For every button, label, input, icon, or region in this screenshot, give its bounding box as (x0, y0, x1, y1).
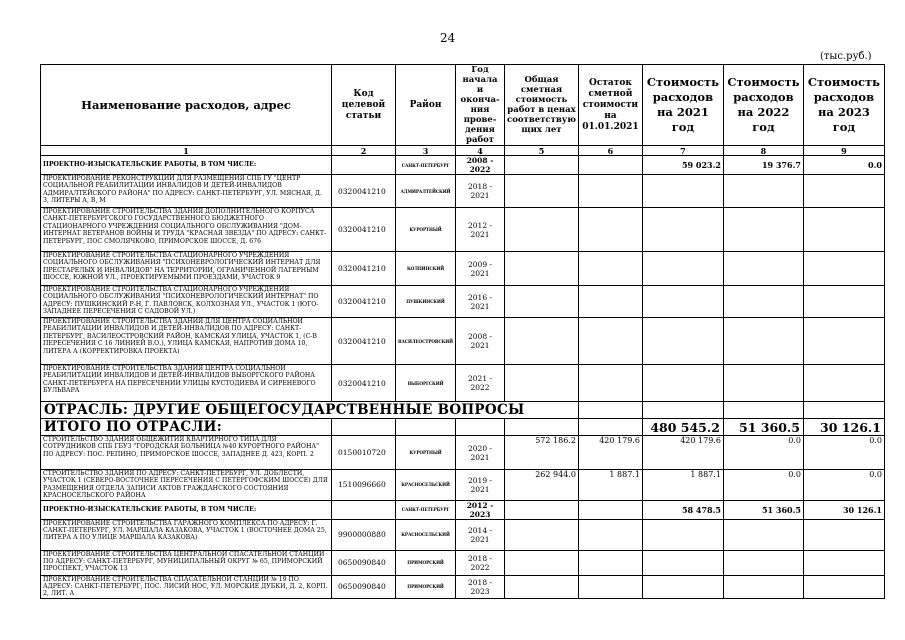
row-cost-2021 (642, 175, 723, 208)
row-district: АДМИРАЛТЕЙСКИЙ (396, 175, 456, 208)
column-number: 7 (642, 146, 723, 156)
row-cost-2021 (642, 575, 723, 598)
row-years: 2008 - 2021 (456, 318, 505, 365)
table-row (41, 519, 885, 550)
table-cell (803, 402, 884, 419)
table-body-part2 (41, 436, 885, 599)
row-remaining: 1 887.1 (578, 470, 642, 501)
row-years: 2020 - 2021 (456, 436, 505, 470)
row-cost-2023 (803, 286, 884, 318)
row-district: ПРИМОРСКИЙ (396, 550, 456, 575)
row-name: ПРОЕКТИРОВАНИЕ СТРОИТЕЛЬСТВА ГАРАЖНОГО КОМПЛЕКСА ПО АДРЕСУ: Г. САНКТ-ПЕТЕРБУРГ, УЛ. МАРШАЛА КАЗАКОВА, УЧАСТОК 1 (ВОСТОЧНЕЕ ДОМА 25, ЛИТЕРА А ПО УЛИЦЕ МАРШАЛА КАЗАКОВА) (41, 519, 332, 550)
row-years: 2019 - 2021 (456, 470, 505, 501)
row-total-cost (505, 175, 579, 208)
row-cost-2023 (803, 175, 884, 208)
row-code: 0650090840 (332, 550, 396, 575)
row-remaining (578, 208, 642, 252)
row-total-cost (505, 519, 579, 550)
row-cost-2023 (803, 252, 884, 286)
row-cost-2023 (803, 550, 884, 575)
row-cost-2023 (803, 318, 884, 365)
row-district: КРАСНОСЕЛЬСКИЙ (396, 470, 456, 501)
header-total-cost: Общая сметная стоимость работ в ценах соответствую щих лет (505, 65, 579, 146)
table-row (41, 470, 885, 501)
table-cell (332, 419, 396, 436)
row-district: ВАСИЛЕОСТРОВСКИЙ (396, 318, 456, 365)
row-total-cost (505, 318, 579, 365)
section-title: ОТРАСЛЬ: ДРУГИЕ ОБЩЕГОСУДАРСТВЕННЫЕ ВОПРОСЫ (41, 402, 579, 419)
total-2022: 51 360.5 (723, 419, 803, 436)
row-cost-2021 (642, 252, 723, 286)
table-cell (578, 402, 642, 419)
table-cell (505, 419, 579, 436)
row-cost-2022 (723, 208, 803, 252)
table-row (41, 252, 885, 286)
row-district: КУРОРТНЫЙ (396, 436, 456, 470)
row-district: ПУШКИНСКИЙ (396, 286, 456, 318)
row-cost-2021 (642, 286, 723, 318)
column-number: 4 (456, 146, 505, 156)
row-district: САНКТ-ПЕТЕРБУРГ (396, 500, 456, 519)
row-cost-2023 (803, 365, 884, 402)
row-district: КРАСНОСЕЛЬСКИЙ (396, 519, 456, 550)
row-name: ПРОЕКТИРОВАНИЕ СТРОИТЕЛЬСТВА СПАСАТЕЛЬНОЙ СТАНЦИИ № 19 ПО АДРЕСУ: САНКТ-ПЕТЕРБУРГ, ПОС. ЛИСИЙ НОС, УЛ. МОРСКИЕ ДУБКИ, Д. 2, КОРП. 2, ЛИТ. А (41, 575, 332, 598)
header-cost-2021: Стоимость расходов на 2021 год (642, 65, 723, 146)
row-name: ПРОЕКТНО-ИЗЫСКАТЕЛЬСКИЕ РАБОТЫ, В ТОМ ЧИСЛЕ: (41, 156, 332, 175)
table-row (41, 436, 885, 470)
row-remaining: 420 179.6 (578, 436, 642, 470)
row-code: 0320041210 (332, 318, 396, 365)
column-number: 8 (723, 146, 803, 156)
row-name: ПРОЕКТНО-ИЗЫСКАТЕЛЬСКИЕ РАБОТЫ, В ТОМ ЧИСЛЕ: (41, 500, 332, 519)
header-district: Район (396, 65, 456, 146)
table-cell (723, 402, 803, 419)
row-cost-2022 (723, 252, 803, 286)
units-label: (тыс.руб.) (820, 51, 872, 62)
row-cost-2022: 0.0 (723, 470, 803, 501)
row-cost-2021: 58 478.5 (642, 500, 723, 519)
table-row (41, 365, 885, 402)
column-number: 9 (803, 146, 884, 156)
row-total-cost (505, 500, 579, 519)
page-number: 24 (440, 31, 456, 45)
row-cost-2021: 1 887.1 (642, 470, 723, 501)
column-numbers-row (41, 146, 885, 156)
table-cell (456, 419, 505, 436)
row-name: СТРОИТЕЛЬСТВО ЗДАНИЯ ПО АДРЕСУ: САНКТ-ПЕТЕРБУРГ, УЛ. ДОБЛЕСТИ, УЧАСТОК 1 (СЕВЕРО-ВОСТОЧНЕЕ ПЕРЕСЕЧЕНИЯ С ПЕТЕРГОФСКИМ ШОССЕ) ДЛЯ РАЗМЕЩЕНИЯ ОТДЕЛА ЗАПИСИ АКТОВ ГРАЖДАНСКОГО СОСТОЯНИЯ КРАСНОСЕЛЬСКОГО РАЙОНА (41, 470, 332, 501)
row-cost-2023: 30 126.1 (803, 500, 884, 519)
row-code (332, 500, 396, 519)
row-years: 2014 - 2021 (456, 519, 505, 550)
row-district: ПРИМОРСКИЙ (396, 575, 456, 598)
row-remaining (578, 156, 642, 175)
row-name: ПРОЕКТИРОВАНИЕ СТРОИТЕЛЬСТВА ЗДАНИЯ ЦЕНТРА СОЦИАЛЬНОЙ РЕАБИЛИТАЦИИ ИНВАЛИДОВ И ДЕТЕЙ-ИНВАЛИДОВ ВЫБОРГСКОГО РАЙОНА САНКТ-ПЕТЕРБУРГА НА ПЕРЕСЕЧЕНИИ УЛИЦЫ КУСТОДИЕВА И СИРЕНЕВОГО БУЛЬВАРА (41, 365, 332, 402)
header-code: Код целевой статьи (332, 65, 396, 146)
header-name: Наименование расходов, адрес (41, 65, 332, 146)
row-cost-2021: 420 179.6 (642, 436, 723, 470)
row-years: 2012 - 2023 (456, 500, 505, 519)
table-cell (578, 419, 642, 436)
row-code: 0320041210 (332, 208, 396, 252)
row-total-cost (505, 365, 579, 402)
table-cell (642, 402, 723, 419)
row-years: 2009 - 2021 (456, 252, 505, 286)
table-row (41, 550, 885, 575)
row-district: КУРОРТНЫЙ (396, 208, 456, 252)
row-remaining (578, 519, 642, 550)
total-2023: 30 126.1 (803, 419, 884, 436)
row-code: 1510096660 (332, 470, 396, 501)
row-code: 0320041210 (332, 365, 396, 402)
row-total-cost (505, 252, 579, 286)
column-number: 5 (505, 146, 579, 156)
row-years: 2018 - 2021 (456, 175, 505, 208)
row-remaining (578, 318, 642, 365)
table-row (41, 318, 885, 365)
row-name: ПРОЕКТИРОВАНИЕ СТРОИТЕЛЬСТВА СТАЦИОНАРНОГО УЧРЕЖДЕНИЯ СОЦИАЛЬНОГО ОБСЛУЖИВАНИЯ "ПСИХОНЕВРОЛОГИЧЕСКИЙ ИНТЕРНАТ" ПО АДРЕСУ: ПУШКИНСКИЙ Р-Н, Г. ПАВЛОВСК, КОЛХОЗНАЯ УЛ., УЧАСТОК 1 (ЮГО-ЗАПАДНЕЕ ПЕРЕСЕЧЕНИЯ С САДОВОЙ УЛ.) (41, 286, 332, 318)
row-total-cost: 262 944.0 (505, 470, 579, 501)
row-years: 2016 - 2021 (456, 286, 505, 318)
row-total-cost (505, 156, 579, 175)
budget-table (40, 64, 885, 599)
header-remaining: Остаток сметной стоимости на 01.01.2021 (578, 65, 642, 146)
row-cost-2022: 0.0 (723, 436, 803, 470)
row-cost-2023: 0.0 (803, 436, 884, 470)
row-district: КОЛПИНСКИЙ (396, 252, 456, 286)
table-row (41, 208, 885, 252)
table-row (41, 575, 885, 598)
header-cost-2023: Стоимость расходов на 2023 год (803, 65, 884, 146)
row-cost-2023 (803, 519, 884, 550)
row-code: 0150010720 (332, 436, 396, 470)
column-number: 2 (332, 146, 396, 156)
row-cost-2021 (642, 550, 723, 575)
row-remaining (578, 365, 642, 402)
row-cost-2022 (723, 519, 803, 550)
row-years: 2012 - 2021 (456, 208, 505, 252)
row-total-cost: 572 186.2 (505, 436, 579, 470)
row-code (332, 156, 396, 175)
row-code: 9900000880 (332, 519, 396, 550)
row-years: 2008 - 2022 (456, 156, 505, 175)
row-name: ПРОЕКТИРОВАНИЕ СТРОИТЕЛЬСТВА ЗДАНИЯ ДОПОЛНИТЕЛЬНОГО КОРПУСА САНКТ-ПЕТЕРБУРГСКОГО ГОСУДАРСТВЕННОГО БЮДЖЕТНОГО СТАЦИОНАРНОГО УЧРЕЖДЕНИЯ СОЦИАЛЬНОГО ОБСЛУЖИВАНИЯ "ДОМ-ИНТЕРНАТ ВЕТЕРАНОВ ВОЙНЫ И ТРУДА "КРАСНАЯ ЗВЕЗДА" ПО АДРЕСУ: САНКТ-ПЕТЕРБУРГ, ПОС СМОЛЯЧКОВО, ПРИМОРСКОЕ ШОССЕ, Д. 676 (41, 208, 332, 252)
row-years: 2021 - 2022 (456, 365, 505, 402)
row-total-cost (505, 550, 579, 575)
row-remaining (578, 252, 642, 286)
section-rows (41, 402, 885, 436)
row-name: СТРОИТЕЛЬСТВО ЗДАНИЯ ОБЩЕЖИТИЯ КВАРТИРНОГО ТИПА ДЛЯ СОТРУДНИКОВ СПБ ГБУЗ "ГОРОДСКАЯ БОЛЬНИЦА №40 КУРОРТНОГО РАЙОНА" ПО АДРЕСУ: ПОС. РЕПИНО, ПРИМОРСКОЕ ШОССЕ, ЗАПАДНЕЕ Д. 423, КОРП. 2 (41, 436, 332, 470)
row-cost-2023 (803, 575, 884, 598)
column-number: 6 (578, 146, 642, 156)
row-district: САНКТ-ПЕТЕРБУРГ (396, 156, 456, 175)
table-row (41, 286, 885, 318)
row-years: 2018 - 2022 (456, 550, 505, 575)
row-total-cost (505, 575, 579, 598)
row-code: 0650090840 (332, 575, 396, 598)
column-number: 1 (41, 146, 332, 156)
row-years: 2018 - 2023 (456, 575, 505, 598)
row-code: 0320041210 (332, 252, 396, 286)
column-number: 3 (396, 146, 456, 156)
table-body-part1 (41, 156, 885, 402)
row-cost-2022: 51 360.5 (723, 500, 803, 519)
row-remaining (578, 550, 642, 575)
row-total-cost (505, 208, 579, 252)
row-name: ПРОЕКТИРОВАНИЕ СТРОИТЕЛЬСТВА ЦЕНТРАЛЬНОЙ СПАСАТЕЛЬНОЙ СТАНЦИИ ПО АДРЕСУ: САНКТ-ПЕТЕРБУРГ, МУНИЦИПАЛЬНЫЙ ОКРУГ № 65, ПРИМОРСКИЙ ПРОСПЕКТ, УЧАСТОК 13 (41, 550, 332, 575)
row-cost-2021 (642, 365, 723, 402)
row-total-cost (505, 286, 579, 318)
row-name: ПРОЕКТИРОВАНИЕ СТРОИТЕЛЬСТВА ЗДАНИЯ ДЛЯ ЦЕНТРА СОЦИАЛЬНОЙ РЕАБИЛИТАЦИИ ИНВАЛИДОВ И ДЕТЕЙ-ИНВАЛИДОВ ПО АДРЕСУ: САНКТ-ПЕТЕРБУРГ, ВАСИЛЕОСТРОВСКИЙ РАЙОН, КАМСКАЯ УЛИЦА, УЧАСТОК 1, (С-В ПЕРЕСЕЧЕНИЯ С 16 ЛИНИЕЙ В.О.), УЛИЦА КАМСКАЯ, НАПРОТИВ ДОМА 10, ЛИТЕРА А (КОРРЕКТИРОВКА ПРОЕКТА) (41, 318, 332, 365)
row-cost-2022 (723, 318, 803, 365)
row-district: ВЫБОРГСКИЙ (396, 365, 456, 402)
table-row (41, 175, 885, 208)
row-cost-2023 (803, 208, 884, 252)
row-remaining (578, 500, 642, 519)
total-label: ИТОГО ПО ОТРАСЛИ: (41, 419, 332, 436)
table-row (41, 500, 885, 519)
row-name: ПРОЕКТИРОВАНИЕ РЕКОНСТРУКЦИИ ДЛЯ РАЗМЕЩЕНИЯ СПБ ГУ "ЦЕНТР СОЦИАЛЬНОЙ РЕАБИЛИТАЦИИ ИНВАЛИДОВ И ДЕТЕЙ-ИНВАЛИДОВ АДМИРАЛТЕЙСКОГО РАЙОНА" ПО АДРЕСУ: САНКТ-ПЕТЕРБУРГ, УЛ. МЯСНАЯ, Д. 3, ЛИТЕРЫ А, В, М (41, 175, 332, 208)
row-remaining (578, 175, 642, 208)
row-cost-2022 (723, 175, 803, 208)
row-cost-2022 (723, 286, 803, 318)
row-remaining (578, 286, 642, 318)
table-row (41, 156, 885, 175)
row-cost-2021 (642, 519, 723, 550)
row-cost-2022 (723, 575, 803, 598)
row-cost-2023: 0.0 (803, 156, 884, 175)
total-2021: 480 545.2 (642, 419, 723, 436)
row-remaining (578, 575, 642, 598)
row-cost-2021 (642, 208, 723, 252)
header-cost-2022: Стоимость расходов на 2022 год (723, 65, 803, 146)
row-code: 0320041210 (332, 175, 396, 208)
row-cost-2022 (723, 550, 803, 575)
row-cost-2022 (723, 365, 803, 402)
header-years: Год начала и оконча-ния прове-дения работ (456, 65, 505, 146)
row-cost-2021: 59 023.2 (642, 156, 723, 175)
row-code: 0320041210 (332, 286, 396, 318)
row-cost-2022: 19 376.7 (723, 156, 803, 175)
row-name: ПРОЕКТИРОВАНИЕ СТРОИТЕЛЬСТВА СТАЦИОНАРНОГО УЧРЕЖДЕНИЯ СОЦИАЛЬНОГО ОБСЛУЖИВАНИЯ "ПСИХОНЕВРОЛОГИЧЕСКИЙ ИНТЕРНАТ ДЛЯ ПРЕСТАРЕЛЫХ И ИНВАЛИДОВ" НА ТЕРРИТОРИИ, ОГРАНИЧЕННОЙ ЛАГЕРНЫМ ШОССЕ, ЮЖНОЙ УЛ., ПРОЕКТИРУЕМЫМИ ПРОЕЗДАМИ, УЧАСТОК 9 (41, 252, 332, 286)
table-cell (396, 419, 456, 436)
row-cost-2023: 0.0 (803, 470, 884, 501)
row-cost-2021 (642, 318, 723, 365)
